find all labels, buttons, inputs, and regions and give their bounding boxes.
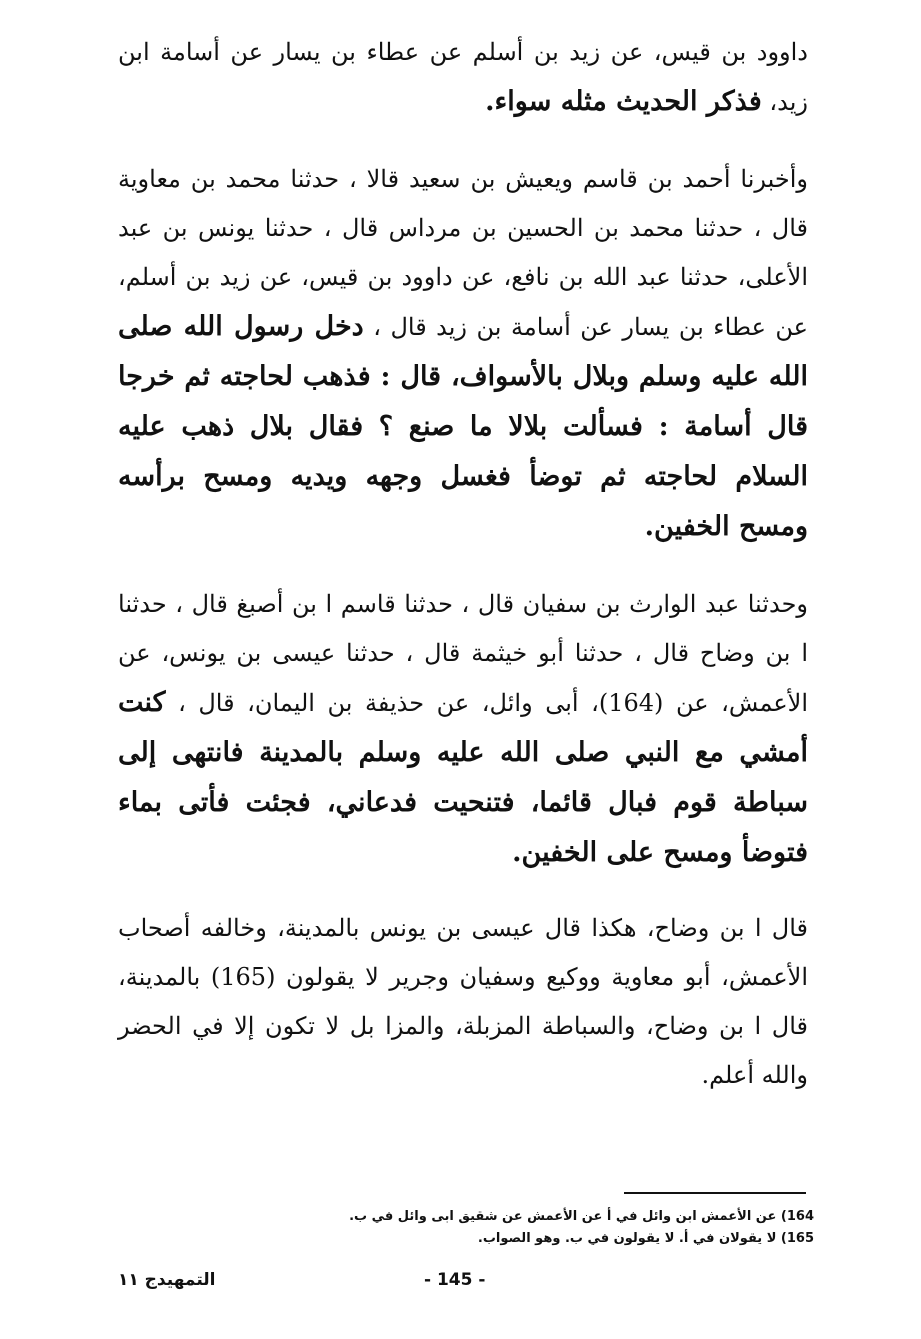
footnote-165: 165) لا يقولان في أ. لا يقولون في ب. وهو الصواب. <box>477 1231 814 1246</box>
paragraph-2 <box>118 155 808 552</box>
paragraph-3-isnad: وحدثنا عبد الوارث بن سفيان قال ، حدثنا قاسم ا بن أصبغ قال ، حدثنا ا بن وضاح قال ، حدثنا أبو خيثمة قال ، حدثنا عيسى بن يونس، عن الأعمش، عن (164)، أبى وائل، عن حذيفة بن اليمان، قال ، <box>118 590 809 717</box>
paragraph-1 <box>118 28 808 127</box>
book-signature-mark: التمهيدج ١١ <box>118 1270 216 1290</box>
paragraph-2-isnad: وأخبرنا أحمد بن قاسم ويعيش بن سعيد قالا ، حدثنا محمد بن معاوية قال ، حدثنا محمد بن الحسين بن مرداس قال ، حدثنا يونس بن عبد الأعلى، حدثنا عبد الله بن نافع، عن داوود بن قيس، عن زيد بن أسلم، عن عطاء بن يسار عن أسامة بن زيد قال ، <box>118 165 808 341</box>
paragraph-4 <box>118 904 808 1100</box>
paragraph-1-hadith-text: فذكر الحديث مثله سواء. <box>485 86 762 117</box>
page-number: - 145 - <box>424 1270 486 1290</box>
footnote-divider <box>624 1192 806 1194</box>
footnotes <box>200 1206 814 1250</box>
paragraph-2-hadith-text: دخل رسول الله صلى الله عليه وسلم وبلال بالأسواف، قال : فذهب لحاجته ثم خرجا قال أسامة : فسألت بلالا ما صنع ؟ فقال بلال ذهب عليه السلام لحاجته ثم توضأ فغسل وجهه ويديه ومسح برأسه ومسح الخفين. <box>118 311 808 542</box>
paragraph-3 <box>118 580 808 878</box>
paragraph-3-hadith-text: كنت أمشي مع النبي صلى الله عليه وسلم بالمدينة فانتهى إلى سباطة قوم فبال قائما، فتنحيت فدعاني، فجئت فأتى بماء فتوضأ ومسح على الخفين. <box>118 687 808 868</box>
page-body <box>118 28 808 1100</box>
paragraph-1-text: داوود بن قيس، عن زيد بن أسلم عن عطاء بن يسار عن أسامة ابن زيد، <box>118 38 808 116</box>
paragraph-4-text: قال ا بن وضاح، هكذا قال عيسى بن يونس بالمدينة، وخالفه أصحاب الأعمش، أبو معاوية ووكيع وسفيان وجرير لا يقولون (165) بالمدينة، قال ا بن وضاح، والسباطة المزبلة، والمزا بل لا تكون إلا في الحضر والله أعلم. <box>118 914 808 1089</box>
footnote-164: 164) عن الأعمش ابن وائل في أ عن الأعمش عن شقيق ابى وائل في ب. <box>349 1209 814 1224</box>
